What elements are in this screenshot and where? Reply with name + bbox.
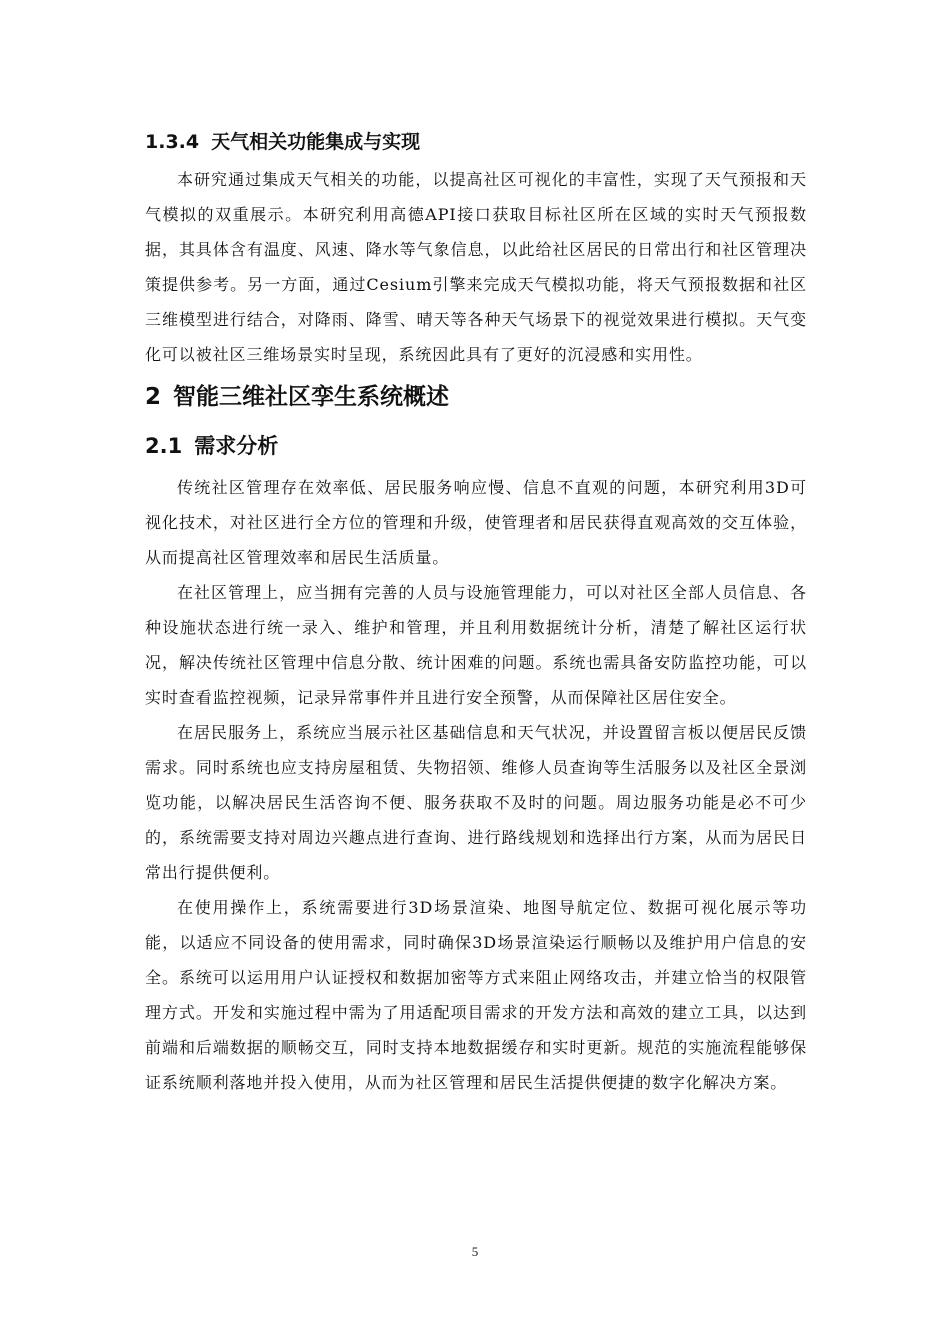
section-2-1-paragraph-4: 在使用操作上，系统需要进行3D场景渲染、地图导航定位、数据可视化展示等功能，以适应不同设备的使用需求，同时确保3D场景渲染运行顺畅以及维护用户信息的安全。系统可以运用用户认证授权和数据加密等方式来阻止网络攻击，并建立恰当的权限管理方式。开发和实施过程中需为了用适配项目需求的开发方法和高效的建立工具，以达到前端和后端数据的顺畅交互，同时支持本地数据缓存和实时更新。规范的实施流程能够保证系统顺利落地并投入使用，从而为社区管理和居民生活提供便捷的数字化解决方案。 — [145, 898, 807, 1092]
section-number: 1.3.4 — [145, 131, 200, 153]
section-title: 需求分析 — [194, 434, 279, 458]
section-2-1-heading — [145, 422, 807, 470]
section-number: 2.1 — [145, 434, 183, 458]
page-number: 5 — [471, 1244, 479, 1259]
chapter-title: 智能三维社区孪生系统概述 — [173, 384, 450, 410]
section-1-3-4-heading — [145, 122, 807, 162]
section-2-1-paragraph-3: 在居民服务上，系统应当展示社区基础信息和天气状况，并设置留言板以便居民反馈需求。同时系统也应支持房屋租赁、失物招领、维修人员查询等生活服务以及社区全景浏览功能，以解决居民生活咨询不便、服务获取不及时的问题。周边服务功能是必不可少的，系统需要支持对周边兴趣点进行查询、进行路线规划和选择出行方案，从而为居民日常出行提供便利。 — [145, 723, 807, 882]
section-2-1-paragraph-2: 在社区管理上，应当拥有完善的人员与设施管理能力，可以对社区全部人员信息、各种设施状态进行统一录入、维护和管理，并且利用数据统计分析，清楚了解社区运行状况，解决传统社区管理中信息分散、统计困难的问题。系统也需具备安防监控功能，可以实时查看监控视频，记录异常事件并且进行安全预警，从而保障社区居住安全。 — [145, 583, 807, 707]
chapter-number: 2 — [145, 384, 162, 410]
section-2-1-paragraph-1: 传统社区管理存在效率低、居民服务响应慢、信息不直观的问题，本研究利用3D可视化技术，对社区进行全方位的管理和升级，使管理者和居民获得直观高效的交互体验，从而提高社区管理效率和居民生活质量。 — [145, 478, 807, 567]
section-title: 天气相关功能集成与实现 — [211, 131, 421, 153]
page-content — [145, 122, 807, 1100]
chapter-2-heading — [145, 372, 807, 422]
section-1-3-4-paragraph: 本研究通过集成天气相关的功能，以提高社区可视化的丰富性，实现了天气预报和天气模拟的双重展示。本研究利用高德API接口获取目标社区所在区域的实时天气预报数据，其具体含有温度、风速、降水等气象信息，以此给社区居民的日常出行和社区管理决策提供参考。另一方面，通过Cesium引擎来完成天气模拟功能，将天气预报数据和社区三维模型进行结合，对降雨、降雪、晴天等各种天气场景下的视觉效果进行模拟。天气变化可以被社区三维场景实时呈现，系统因此具有了更好的沉浸感和实用性。 — [145, 170, 807, 364]
